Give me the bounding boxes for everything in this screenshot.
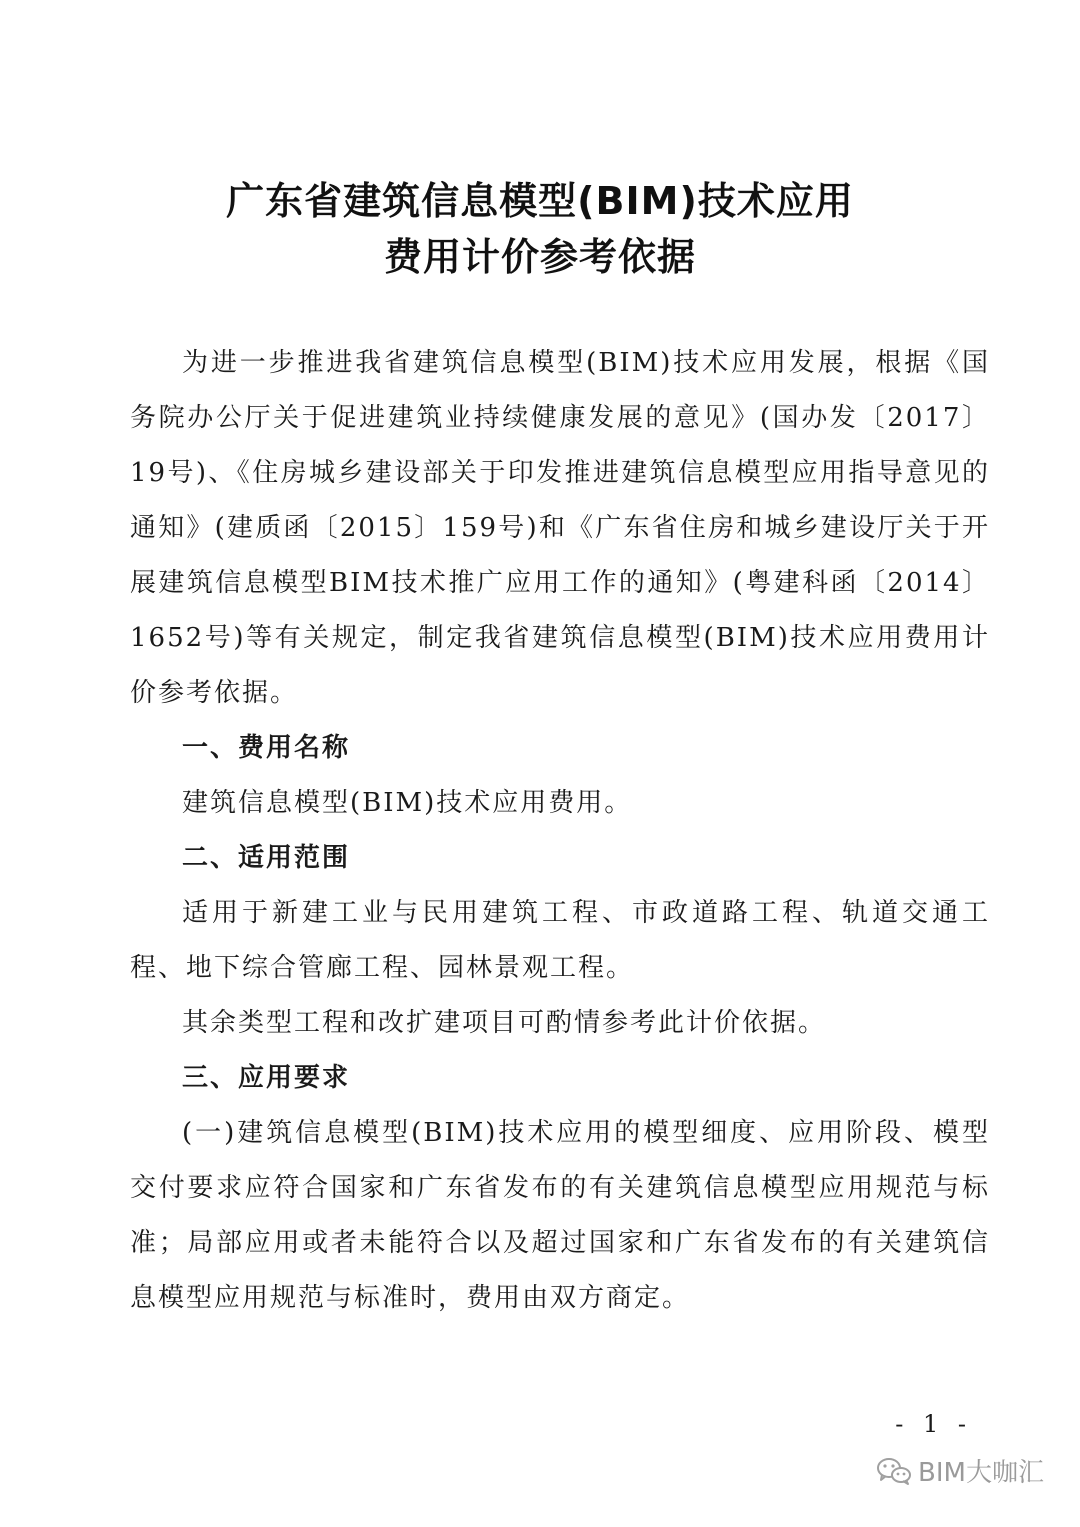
document-title-line-1: 广东省建筑信息模型(BIM)技术应用	[226, 179, 854, 223]
wechat-icon	[876, 1456, 912, 1486]
watermark-text: BIM大咖汇	[918, 1458, 1044, 1488]
section-paragraph: 适用于新建工业与民用建筑工程、市政道路工程、轨道交通工程、地下综合管廊工程、园林景观工程。	[130, 898, 990, 983]
document-title-line-2: 费用计价参考依据	[383, 235, 696, 279]
section-heading-requirements: 三、应用要求	[182, 1063, 351, 1093]
intro-paragraph: 为进一步推进我省建筑信息模型(BIM)技术应用发展，根据《国务院办公厅关于促进建筑业持续健康发展的意见》(国办发〔2017〕19号)、《住房城乡建设部关于印发推进建筑信息模型应用指导意见的通知》(建质函〔2015〕159号)和《广东省住房和城乡建设厅关于开展建筑信息模型BIM技术推广应用工作的通知》(粤建科函〔2014〕1652号)等有关规定，制定我省建筑信息模型(BIM)技术应用费用计价参考依据。	[130, 348, 990, 708]
section-heading-fee-name: 一、费用名称	[182, 733, 351, 763]
watermark	[876, 1452, 1044, 1489]
section-paragraph: 其余类型工程和改扩建项目可酌情参考此计价依据。	[182, 1008, 827, 1038]
section-paragraph: 建筑信息模型(BIM)技术应用费用。	[182, 788, 633, 818]
page-number: - 1 -	[895, 1410, 972, 1438]
section-heading-scope: 二、适用范围	[182, 843, 351, 873]
document-body	[130, 336, 990, 1326]
section-paragraph: (一)建筑信息模型(BIM)技术应用的模型细度、应用阶段、模型交付要求应符合国家和广东省发布的有关建筑信息模型应用规范与标准；局部应用或者未能符合以及超过国家和广东省发布的有关建筑信息模型应用规范与标准时，费用由双方商定。	[130, 1118, 990, 1313]
